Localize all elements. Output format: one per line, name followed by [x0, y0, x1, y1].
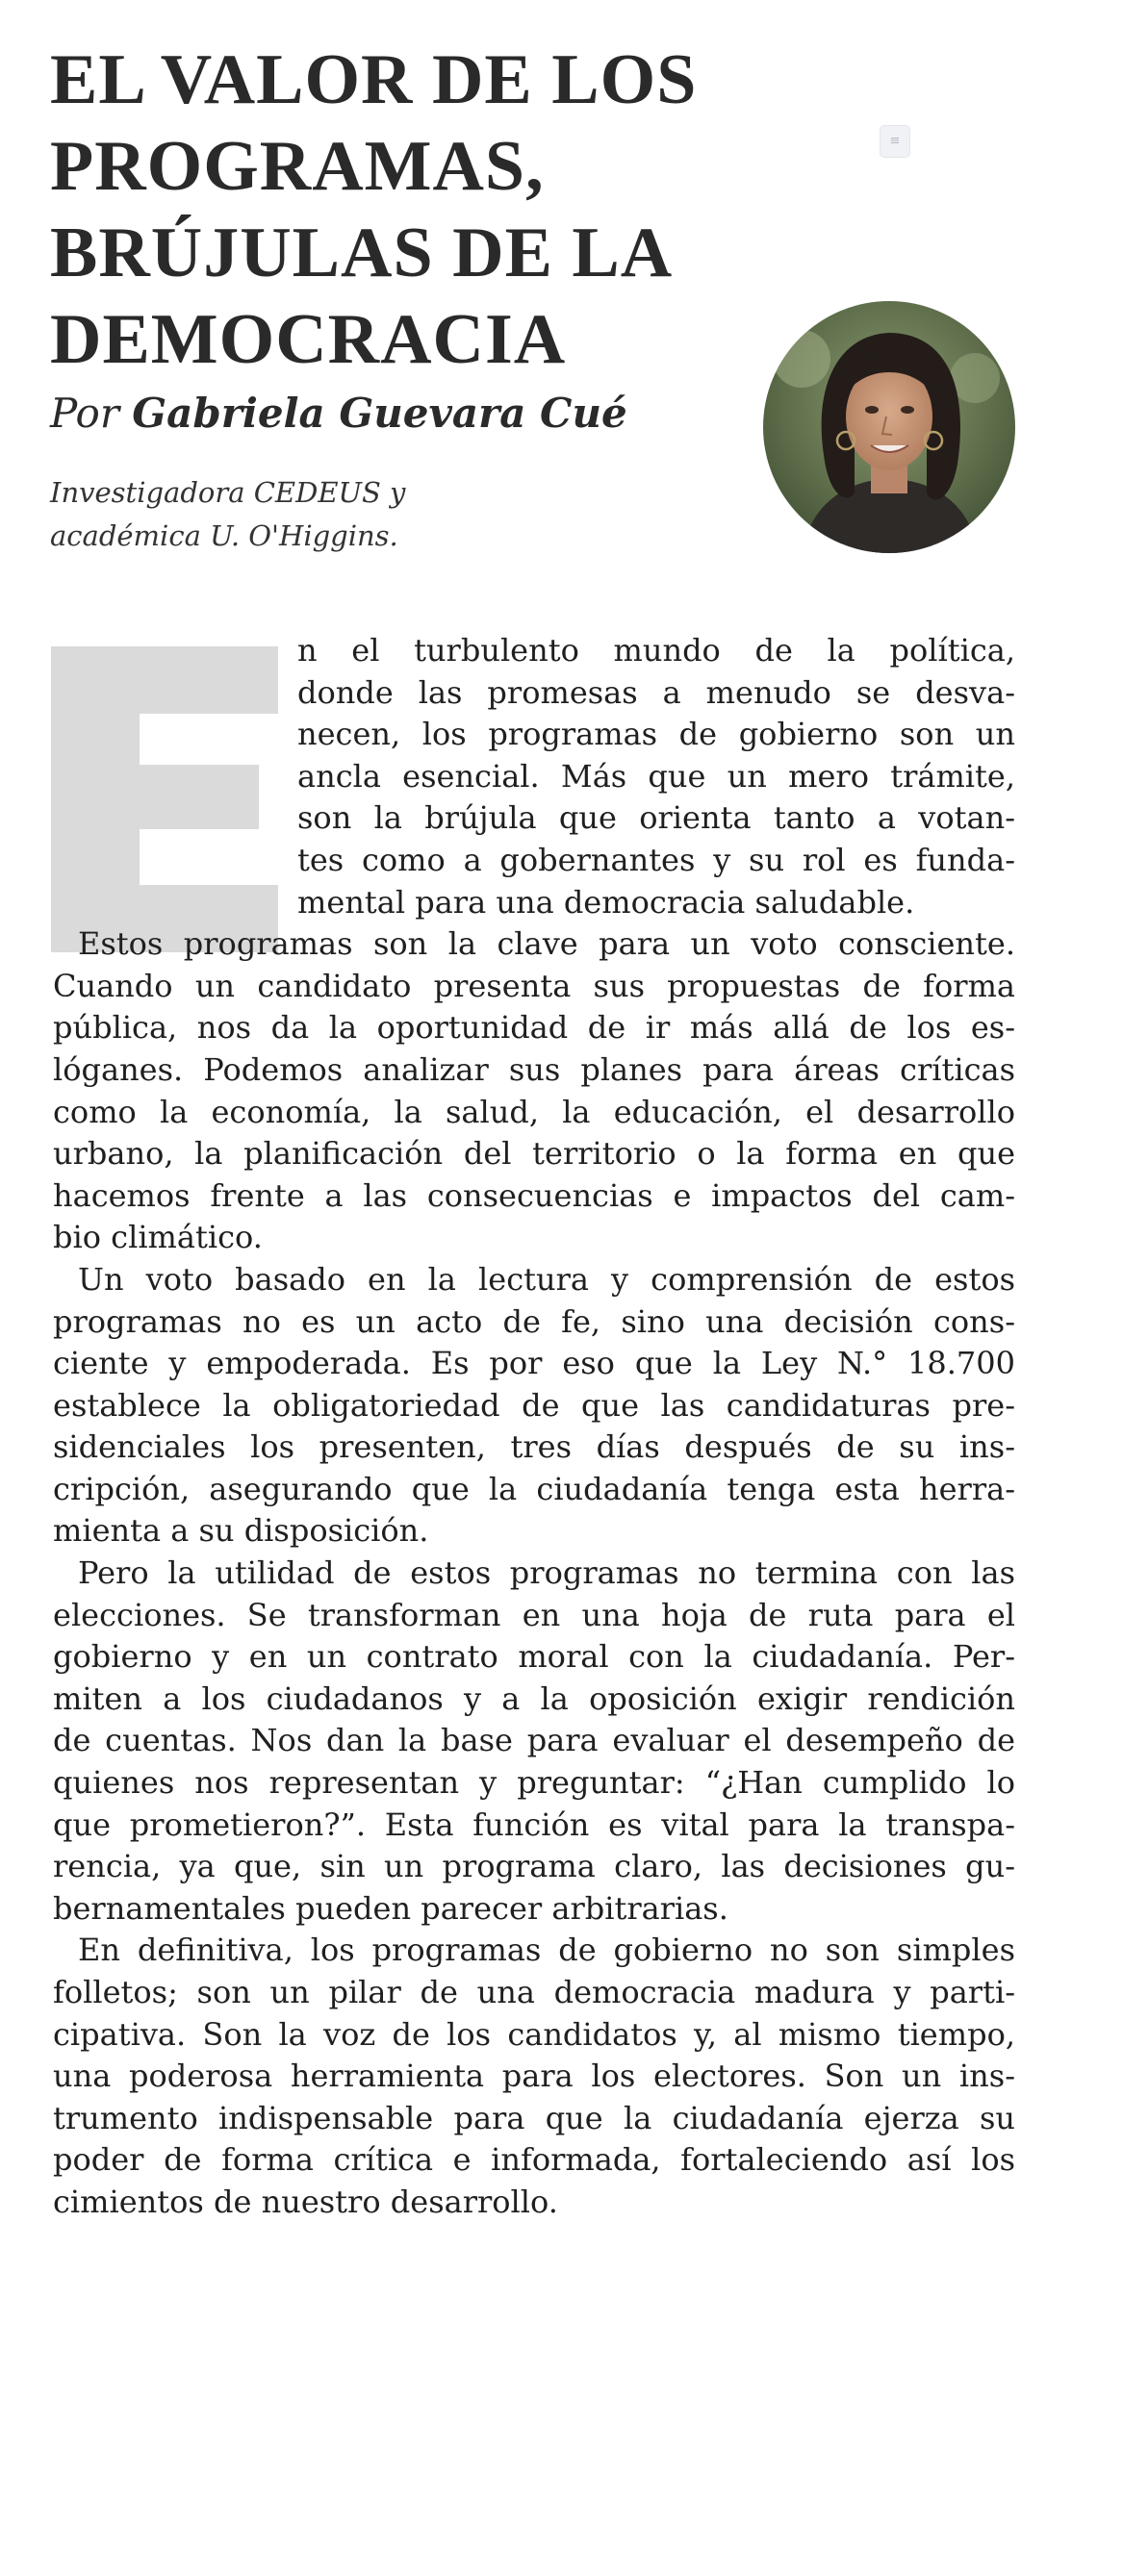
- text-line: tes como a gobernantes y su rol es funda-: [297, 841, 1015, 878]
- text-line: gobierno y en un contrato moral con la ciudadanía. Per-: [53, 1638, 1015, 1676]
- text-line: mental para una democracia saludable.: [297, 883, 915, 921]
- text-line: cimientos de nuestro desarrollo.: [53, 2183, 558, 2220]
- text-line: trumento indispensable para que la ciudadanía ejerza su: [53, 2099, 1015, 2136]
- title-line: PROGRAMAS,: [50, 127, 545, 206]
- text-line: folletos; son un pilar de una democracia madura y parti-: [53, 1974, 1015, 2010]
- text-line: necen, los programas de gobierno son un: [297, 716, 1015, 753]
- text-line: urbano, la planificación del territorio o la forma en que: [53, 1135, 1015, 1173]
- title-line: BRÚJULAS DE LA: [50, 214, 674, 292]
- text-line: rencia, ya que, sin un programa claro, las decisiones gu-: [53, 1848, 1015, 1885]
- text-line: quienes nos representan y preguntar: “¿Han cumplido lo: [53, 1764, 1015, 1802]
- text-line: Pero la utilidad de estos programas no termina con las: [78, 1554, 1015, 1592]
- byline: [50, 390, 627, 437]
- paragraph: [53, 1259, 1015, 1553]
- text-line: cipativa. Son la voz de los candidatos y, al mismo tiempo,: [53, 2015, 1015, 2053]
- text-line: ciente y empoderada. Es por eso que la Ley N.° 18.700: [53, 1345, 1015, 1382]
- title-line: EL VALOR DE LOS: [50, 40, 698, 119]
- text-line: pública, nos da la oportunidad de ir más allá de los es-: [53, 1009, 1015, 1047]
- title-line: DEMOCRACIA: [50, 300, 567, 379]
- paragraph: [53, 923, 1015, 1259]
- text-line: donde las promesas a menudo se desva-: [297, 673, 1015, 711]
- text-line: como la economía, la salud, la educación, el desarrollo: [53, 1093, 1015, 1130]
- text-line: establece la obligatoriedad de que las candidaturas pre-: [53, 1386, 1015, 1424]
- text-line: programas no es un acto de fe, sino una decisión cons-: [53, 1302, 1015, 1340]
- affiliation-line: Investigadora CEDEUS y: [50, 476, 406, 509]
- text-line: sidenciales los presenten, tres días después de su ins-: [53, 1428, 1015, 1466]
- text-line: miten a los ciudadanos y a la oposición exigir rendición: [53, 1679, 1015, 1717]
- text-line: n el turbulento mundo de la política,: [297, 632, 1015, 669]
- paragraph: [53, 1930, 1015, 2223]
- article-title: [50, 37, 781, 383]
- text-line: bio climático.: [53, 1219, 263, 1256]
- text-line: de cuentas. Nos dan la base para evaluar el desempeño de: [53, 1722, 1015, 1759]
- text-line: cripción, asegurando que la ciudadanía tenga esta herra-: [53, 1470, 1015, 1507]
- note-icon[interactable]: ≡: [880, 125, 910, 158]
- byline-prefix: Por: [50, 390, 119, 437]
- paragraph: [53, 1553, 1015, 1930]
- text-line: Estos programas son la clave para un voto consciente.: [78, 925, 1015, 963]
- author-name: Gabriela Guevara Cué: [132, 390, 627, 437]
- author-photo: [763, 301, 1015, 553]
- text-line: poder de forma crítica e informada, fortaleciendo así los: [53, 2141, 1015, 2179]
- text-line: que prometieron?”. Esta función es vital para la transpa-: [53, 1806, 1015, 1843]
- paragraph: [53, 630, 1015, 923]
- article-body: [53, 630, 1015, 2224]
- affiliation-line: académica U. O'Higgins.: [50, 519, 398, 552]
- author-affiliation: [50, 471, 550, 558]
- text-line: lóganes. Podemos analizar sus planes para áreas críticas: [53, 1050, 1015, 1088]
- text-line: una poderosa herramienta para los electores. Son un ins-: [53, 2058, 1015, 2095]
- text-line: En definitiva, los programas de gobierno no son simples: [78, 1932, 1015, 1969]
- text-line: ancla esencial. Más que un mero trámite,: [297, 757, 1015, 795]
- text-line: hacemos frente a las consecuencias e impactos del cam-: [53, 1176, 1015, 1214]
- text-line: elecciones. Se transforman en una hoja de ruta para el: [53, 1596, 1015, 1633]
- text-line: bernamentales pueden parecer arbitrarias.: [53, 1889, 728, 1927]
- text-line: mienta a su disposición.: [53, 1512, 429, 1550]
- text-line: Un voto basado en la lectura y comprensión de estos: [78, 1260, 1015, 1298]
- text-line: Cuando un candidato presenta sus propuestas de forma: [53, 967, 1015, 1004]
- text-line: son la brújula que orienta tanto a votan-: [297, 799, 1015, 837]
